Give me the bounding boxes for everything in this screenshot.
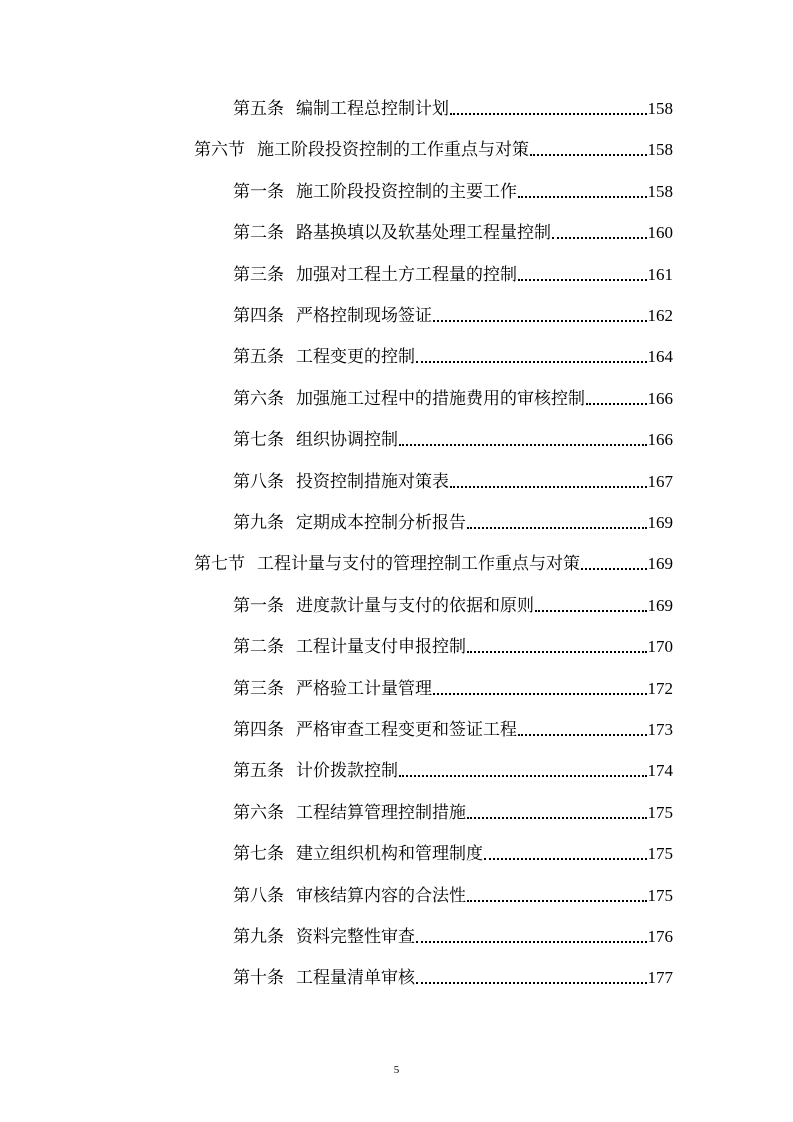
dot-leader [399,775,647,777]
toc-entry[interactable] [233,378,673,410]
toc-entry-page: 166 [647,388,673,408]
toc-entry-page: 169 [647,595,673,615]
toc-entry[interactable] [233,916,673,948]
dot-leader [433,320,647,322]
toc-entry[interactable] [233,502,673,534]
toc-entry-number: 第六条 [233,802,284,823]
toc-entry[interactable] [233,461,673,493]
toc-entry[interactable] [233,585,673,617]
page-number: 5 [393,1064,400,1076]
toc-entry-number: 第六条 [233,388,284,409]
toc-entry-page: 175 [647,844,673,864]
toc-entry-title: 工程变更的控制 [296,347,415,368]
toc-entry-title: 加强对工程土方工程量的控制 [296,264,517,285]
toc-entry-number: 第五条 [233,347,284,368]
toc-entry[interactable] [233,626,673,658]
toc-entry-page: 169 [647,513,673,532]
dot-leader [467,651,647,653]
toc-entry-title: 审核结算内容的合法性 [296,885,466,906]
toc-entry-number: 第八条 [233,885,284,906]
dot-leader [581,568,647,570]
toc-entry-number: 第一条 [233,595,284,616]
toc-entry-page: 177 [647,968,673,988]
toc-entry-title: 施工阶段投资控制的工作重点与对策 [257,140,529,161]
toc-entry[interactable] [233,336,673,368]
toc-entry-title: 严格审查工程变更和签证工程 [296,720,517,740]
toc-entry-number: 第九条 [233,927,284,947]
dot-leader [586,403,647,405]
toc-entry-page: 164 [647,347,673,367]
dot-leader [552,237,647,239]
dot-leader [416,941,647,943]
toc-entry-page: 166 [647,430,673,450]
dot-leader [450,113,647,115]
toc-entry-title: 资料完整性审查 [296,927,415,947]
toc-entry-title: 严格控制现场签证 [296,306,432,326]
dot-leader [518,196,647,198]
toc-entry-page: 170 [647,637,673,657]
dot-leader [518,734,647,736]
toc-entry[interactable] [233,875,673,907]
toc-entry-title: 编制工程总控制计划 [296,99,449,119]
dot-leader [467,527,647,529]
dot-leader [416,361,647,363]
toc-entry-page: 173 [647,720,673,739]
toc-entry-page: 158 [647,99,673,118]
toc-entry-page: 162 [647,306,673,325]
toc-entry-number: 第六节 [194,140,245,161]
toc-entry-title: 施工阶段投资控制的主要工作 [296,181,517,202]
toc-entry-title: 建立组织机构和管理制度 [296,844,483,865]
dot-leader [518,279,647,281]
toc-entry-number: 第五条 [233,99,284,119]
dot-leader [535,610,647,612]
dot-leader [433,693,647,695]
toc-entry[interactable] [233,957,673,989]
dot-leader [399,444,647,446]
toc-entry-number: 第三条 [233,678,284,699]
toc-entry-number: 第七条 [233,430,284,451]
dot-leader [450,486,647,488]
toc-entry-page: 172 [647,678,673,698]
toc-entry[interactable] [233,833,673,865]
toc-entry-title: 工程计量支付申报控制 [296,637,466,658]
toc-entry-number: 第二条 [233,637,284,658]
toc-entry-title: 严格验工计量管理 [296,678,432,699]
dot-leader [467,817,647,819]
dot-leader [484,858,647,860]
toc-entry-title: 组织协调控制 [296,430,398,451]
toc-entry-number: 第二条 [233,223,284,244]
toc-entry-page: 158 [647,140,673,160]
toc-entry-title: 路基换填以及软基处理工程量控制 [296,223,551,244]
toc-entry-number: 第四条 [233,720,284,740]
toc-entry[interactable] [233,212,673,244]
toc-entry-title: 工程计量与支付的管理控制工作重点与对策 [257,554,580,575]
toc-entry[interactable] [233,171,673,203]
toc-entry-number: 第七节 [194,554,245,575]
toc-entry-title: 工程结算管理控制措施 [296,802,466,823]
toc-entry-page: 161 [647,264,673,284]
toc-entry-page: 174 [647,761,673,781]
toc-entry-page: 158 [647,181,673,201]
toc-entry-number: 第七条 [233,844,284,865]
toc-entry[interactable] [233,668,673,700]
toc-entry-title: 加强施工过程中的措施费用的审核控制 [296,388,585,409]
toc-entry-page: 169 [647,554,673,574]
toc-entry-page: 160 [647,223,673,243]
toc-entry[interactable] [194,543,673,575]
toc-entry[interactable] [233,709,673,741]
toc-entry-number: 第九条 [233,513,284,533]
toc-entry[interactable] [233,295,673,327]
toc-entry-title: 进度款计量与支付的依据和原则 [296,595,534,616]
dot-leader [416,982,647,984]
toc-entry[interactable] [194,129,673,161]
toc-entry-page: 175 [647,885,673,905]
toc-entry[interactable] [233,792,673,824]
toc-entry-number: 第四条 [233,306,284,326]
toc-entry-page: 167 [647,471,673,491]
toc-entry-page: 175 [647,802,673,822]
toc-entry-number: 第一条 [233,181,284,202]
toc-entry-title: 定期成本控制分析报告 [296,513,466,533]
toc-entry-title: 投资控制措施对策表 [296,471,449,492]
toc-entry-title: 计价拨款控制 [296,761,398,782]
dot-leader [530,154,647,156]
dot-leader [467,900,647,902]
toc-entry-number: 第八条 [233,471,284,492]
toc-entry[interactable] [233,419,673,451]
toc-entry[interactable] [233,750,673,782]
toc-entry-title: 工程量清单审核 [296,968,415,989]
toc-entry-number: 第三条 [233,264,284,285]
toc-entry-page: 176 [647,927,673,946]
toc-entry[interactable] [233,254,673,286]
toc-entry-number: 第十条 [233,968,284,989]
toc-entry[interactable] [233,88,673,120]
toc-entry-number: 第五条 [233,761,284,782]
